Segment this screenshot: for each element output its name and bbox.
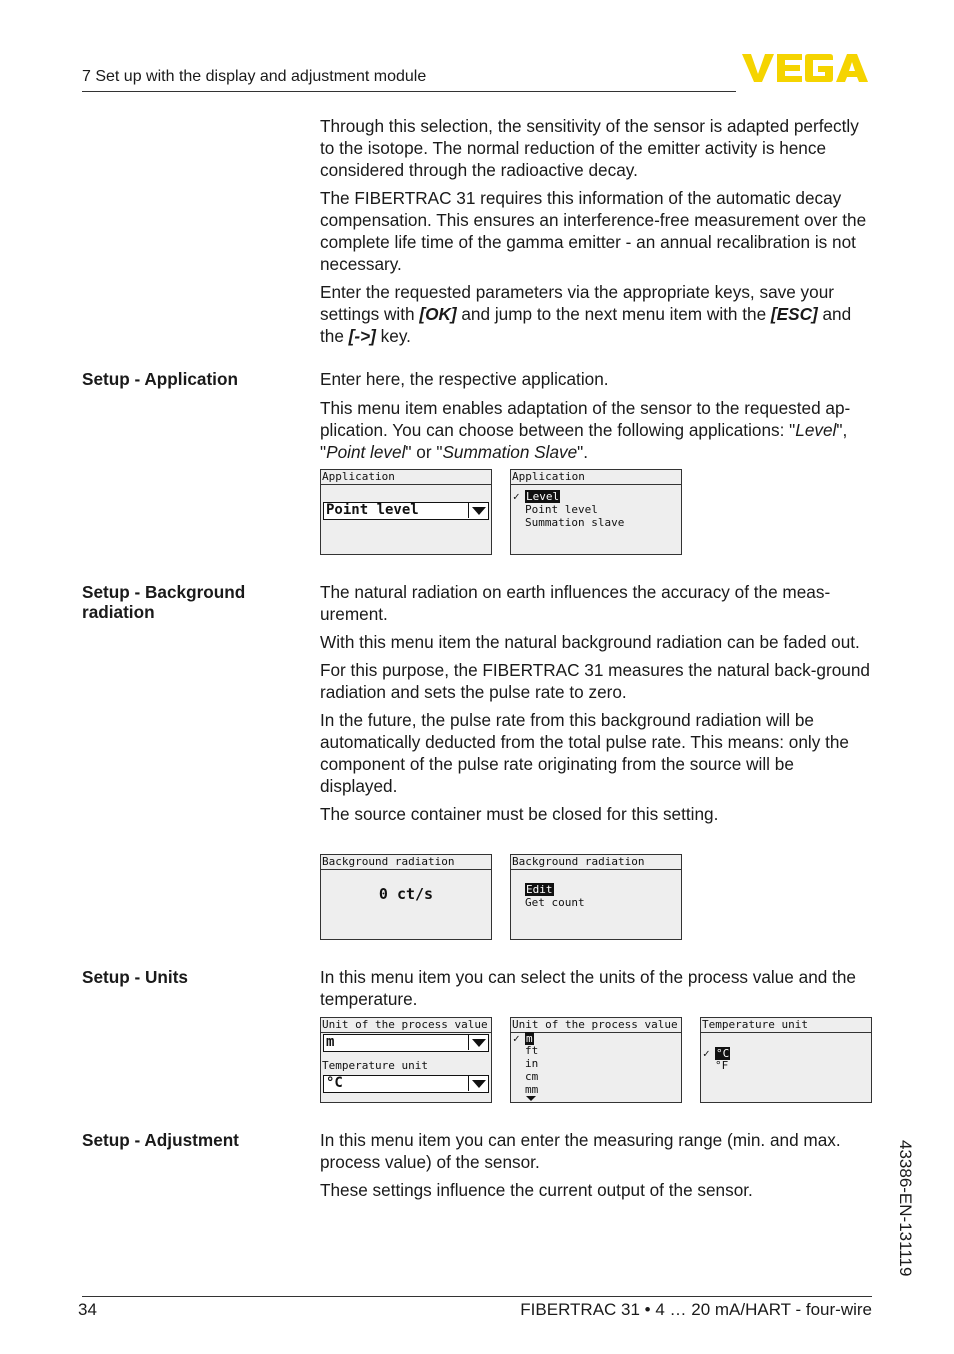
- units-block: [320, 966, 875, 1010]
- list-item[interactable]: m: [526, 1032, 533, 1045]
- ok-key: [OK]: [419, 304, 457, 324]
- lcd-temperature-unit-list: Temperature unit ✓ °C °F: [700, 1017, 872, 1103]
- dropdown-arrow-icon: [468, 503, 488, 518]
- background-block: [320, 581, 875, 825]
- lcd-background-value: Background radiation 0 ct/s: [320, 854, 492, 940]
- document-number: 43386-EN-131119: [896, 1140, 915, 1277]
- scroll-down-icon[interactable]: [526, 1096, 536, 1101]
- page-number: 34: [78, 1300, 97, 1319]
- list-item[interactable]: °F: [715, 1059, 729, 1072]
- list-item[interactable]: Point level: [525, 503, 598, 516]
- intro-paragraph-2: The FIBERTRAC 31 requires this information of the automatic decay compensation. This ensures an interference-free measurement over the complete life time of the gamma emitter - an annual recalibration is not necessary.: [320, 188, 867, 274]
- intro-block: [320, 115, 875, 347]
- background-paragraph-5: The source container must be closed for this setting.: [320, 804, 719, 824]
- dropdown-arrow-icon: [468, 1076, 488, 1091]
- heading-background-radiation: Setup - Background radiation: [82, 582, 246, 622]
- list-item[interactable]: Summation slave: [525, 516, 625, 529]
- dropdown-arrow-icon: [468, 1035, 488, 1050]
- lcd-application-list: Application ✓ Level Point level Summation slave: [510, 469, 682, 555]
- background-paragraph-1: The natural radiation on earth influences the accuracy of the meas-urement.: [320, 582, 831, 624]
- list-item[interactable]: Level: [526, 490, 560, 503]
- application-dropdown[interactable]: Point level: [323, 502, 489, 520]
- list-item[interactable]: ft: [525, 1044, 539, 1057]
- esc-key: [ESC]: [770, 304, 818, 324]
- header-section-title: 7 Set up with the display and adjustment module: [82, 68, 427, 85]
- list-item[interactable]: mm: [525, 1083, 539, 1096]
- edit-option[interactable]: Edit: [526, 883, 553, 896]
- list-item[interactable]: in: [525, 1057, 539, 1070]
- vega-logo: [742, 52, 872, 84]
- lcd-units-select: Unit of the process value m Temperature unit °C: [320, 1017, 492, 1103]
- background-count-value: 0 ct/s: [378, 885, 434, 903]
- list-item[interactable]: cm: [525, 1070, 539, 1083]
- background-paragraph-2: With this menu item the natural background radiation can be faded out.: [320, 632, 860, 652]
- check-icon: ✓: [513, 490, 520, 503]
- heading-application: Setup - Application: [82, 369, 238, 389]
- lcd-background-menu: Background radiation Edit Get count: [510, 854, 682, 940]
- lcd-application-select: Application Point level: [320, 469, 492, 555]
- check-icon: ✓: [703, 1047, 710, 1060]
- list-item[interactable]: °C: [716, 1047, 730, 1060]
- intro-paragraph-1: Through this selection, the sensitivity of the sensor is adapted perfectly to the isotope. The normal reduction of the emitter activity is hence considered through the radioactive decay.: [320, 116, 859, 180]
- background-paragraph-4: In the future, the pulse rate from this background radiation will be automatically deducted from the total pulse rate. This means: only the component of the pulse rate originating from the source will be displayed.: [320, 710, 849, 796]
- lcd-process-unit-list: Unit of the process value ✓ m ft in cm mm: [510, 1017, 682, 1103]
- background-paragraph-3: For this purpose, the FIBERTRAC 31 measures the natural back-ground radiation and sets the pulse rate to zero.: [320, 660, 870, 702]
- application-paragraph-1: Enter here, the respective application.: [320, 369, 609, 389]
- process-unit-dropdown[interactable]: m: [323, 1034, 489, 1052]
- footer-divider: [82, 1296, 872, 1297]
- adjustment-block: [320, 1129, 875, 1201]
- heading-units: Setup - Units: [82, 967, 188, 987]
- footer-product: FIBERTRAC 31 • 4 … 20 mA/HART - four-wire: [520, 1300, 872, 1319]
- arrow-key: [->]: [348, 326, 376, 346]
- get-count-option[interactable]: Get count: [525, 896, 585, 909]
- heading-adjustment: Setup - Adjustment: [82, 1130, 239, 1150]
- adjustment-paragraph-2: These settings influence the current output of the sensor.: [320, 1180, 753, 1200]
- units-paragraph-1: In this menu item you can select the units of the process value and the temperature.: [320, 967, 856, 1009]
- header-divider: [82, 91, 736, 92]
- temperature-unit-dropdown[interactable]: °C: [323, 1075, 489, 1093]
- adjustment-paragraph-1: In this menu item you can enter the measuring range (min. and max. process value) of the sensor.: [320, 1130, 841, 1172]
- check-icon: ✓: [513, 1032, 520, 1045]
- application-paragraph-2: This menu item enables adaptation of the sensor to the requested ap-plication. You can choose between the following applications: "Level", "Point level" or "Summation Slave".: [320, 398, 851, 462]
- intro-paragraph-3: Enter the requested parameters via the appropriate keys, save your settings with [OK] and jump to the next menu item with the [ESC] and the [->] key.: [320, 282, 852, 346]
- application-block: [320, 368, 875, 463]
